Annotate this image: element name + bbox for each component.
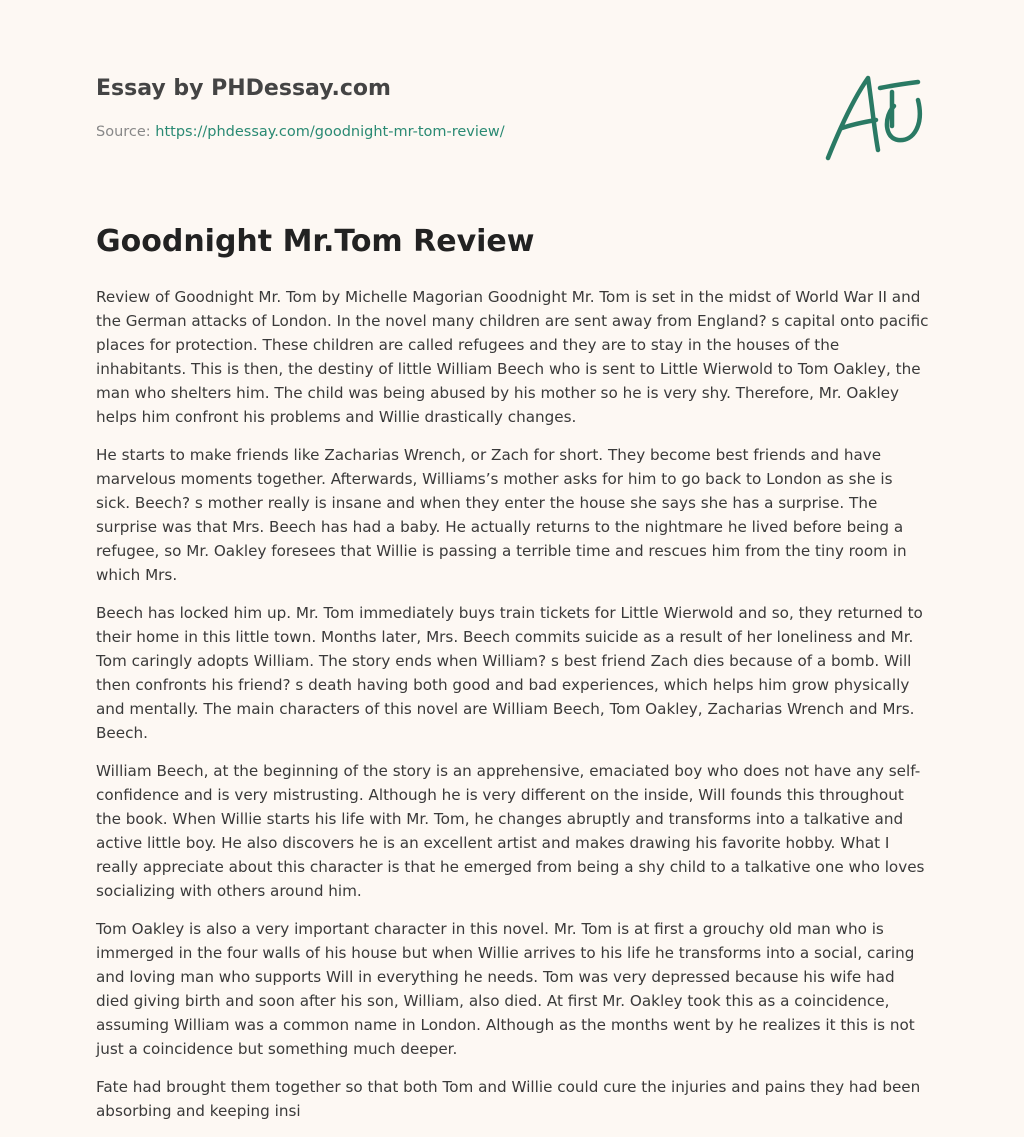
brand-title: Essay by PHDessay.com <box>96 76 391 101</box>
source-link[interactable]: https://phdessay.com/goodnight-mr-tom-review/ <box>155 124 505 140</box>
site-header <box>96 76 936 101</box>
a-plus-logo-icon <box>818 66 930 166</box>
essay-body <box>96 285 931 1137</box>
essay-paragraph: He starts to make friends like Zacharias Wrench, or Zach for short. They become best friends and have marvelous moments together. Afterwards, Williams’s mother asks for him to go back to London as she is sick. Beech? s mother really is insane and when they enter the house she says she has a surprise. The surprise was that Mrs. Beech has had a baby. He actually returns to the nightmare he lived before being a refugee, so Mr. Oakley foresees that Willie is passing a terrible time and rescues him from the tiny room in which Mrs. <box>96 446 907 584</box>
essay-title: Goodnight Mr.Tom Review <box>96 224 535 259</box>
essay-paragraph: William Beech, at the beginning of the story is an apprehensive, emaciated boy who does not have any self-confidence and is very mistrusting. Although he is very different on the inside, Will founds this throughout the book. When Willie starts his life with Mr. Tom, he changes abruptly and transforms into a talkative and active little boy. He also discovers he is an excellent artist and makes drawing his favorite hobby. What I really appreciate about this character is that he emerged from being a shy child to a talkative one who loves socializing with others around him. <box>96 762 925 900</box>
essay-paragraph: Review of Goodnight Mr. Tom by Michelle Magorian Goodnight Mr. Tom is set in the midst of World War II and the German attacks of London. In the novel many children are sent away from England? s capital onto pacific places for protection. These children are called refugees and they are to stay in the houses of the inhabitants. This is then, the destiny of little William Beech who is sent to Little Wierwold to Tom Oakley, the man who shelters him. The child was being abused by his mother so he is very shy. Therefore, Mr. Oakley helps him confront his problems and Willie drastically changes. <box>96 288 929 426</box>
source-label: Source: <box>96 124 151 140</box>
essay-paragraph: Tom Oakley is also a very important character in this novel. Mr. Tom is at first a grouchy old man who is immerged in the four walls of his house but when Willie arrives to his life he transforms into a social, caring and loving man who supports Will in everything he needs. Tom was very depressed because his wife had died giving birth and soon after his son, William, also died. At first Mr. Oakley took this as a coincidence, assuming William was a common name in London. Although as the months went by he realizes it this is not just a coincidence but something much deeper. <box>96 920 915 1058</box>
source-line <box>96 124 505 140</box>
essay-paragraph: Fate had brought them together so that both Tom and Willie could cure the injuries and pains they had been absorbing and keeping insi <box>96 1078 921 1120</box>
essay-paragraph: Beech has locked him up. Mr. Tom immediately buys train tickets for Little Wierwold and so, they returned to their home in this little town. Months later, Mrs. Beech commits suicide as a result of her loneliness and Mr. Tom caringly adopts William. The story ends when William? s best friend Zach dies because of a bomb. Will then confronts his friend? s death having both good and bad experiences, which helps him grow physically and mentally. The main characters of this novel are William Beech, Tom Oakley, Zacharias Wrench and Mrs. Beech. <box>96 604 923 742</box>
